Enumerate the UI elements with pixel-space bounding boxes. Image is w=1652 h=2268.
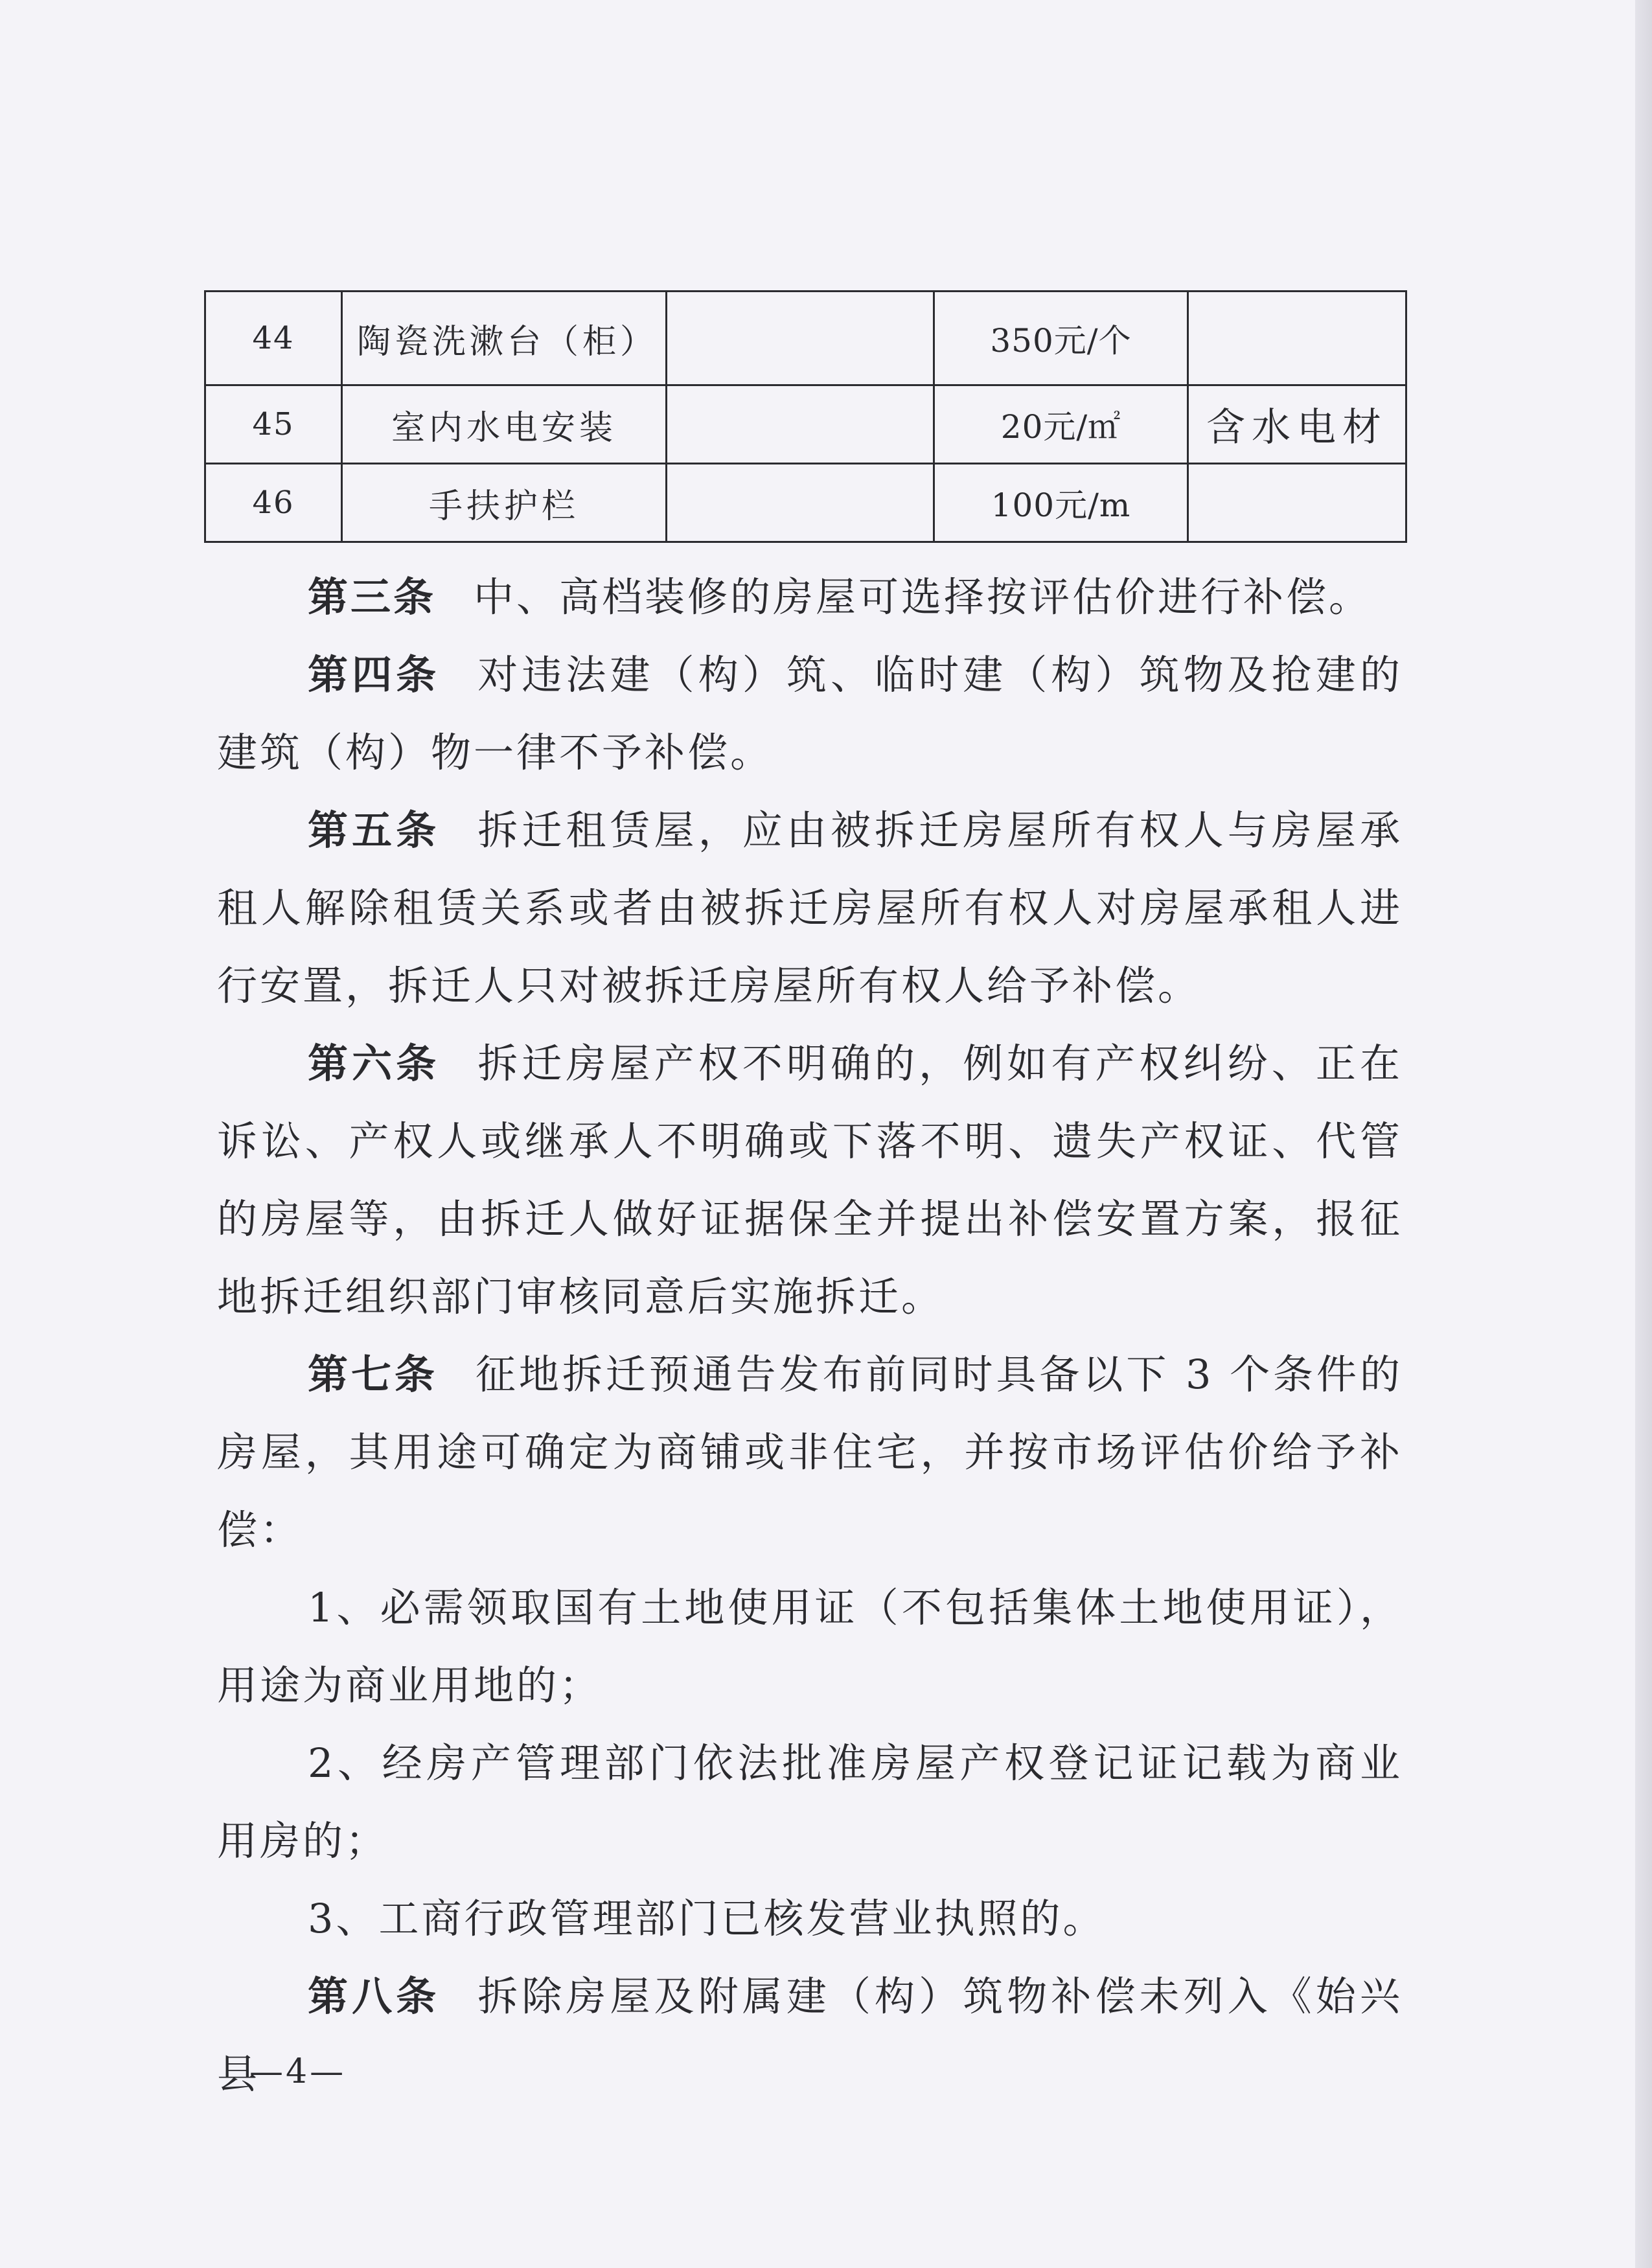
article-text: 拆迁房屋产权不明确的，例如有产权纠纷、正在诉讼、产权人或继承人不明确或下落不明、遗失产权证、代管的房屋等，由拆迁人做好证据保全并提出补偿安置方案，报征地拆迁组织部门审核同意后实施拆迁。: [217, 1040, 1403, 1320]
article-heading: 第四条: [308, 651, 441, 698]
article-text: 中、高档装修的房屋可选择按评估价进行补偿。: [474, 573, 1372, 621]
condition-1: 1、必需领取国有土地使用证（不包括集体土地使用证），用途为商业用地的；: [217, 1584, 1403, 1709]
unit-price: 100元/m: [934, 464, 1188, 542]
unit-price: 350元/个: [934, 292, 1188, 385]
article-heading: 第五条: [308, 807, 441, 854]
table-row: [205, 464, 1406, 542]
item-name: 手扶护栏: [342, 464, 667, 542]
blank-cell: [667, 385, 934, 464]
article-text: 征地拆迁预通告发布前同时具备以下 3 个条件的房屋，其用途可确定为商铺或非住宅，并按市场评估价给予补偿：: [217, 1351, 1403, 1553]
remark: 含水电材: [1188, 385, 1406, 464]
article-heading: 第三条: [308, 573, 437, 621]
compensation-table: [204, 290, 1407, 543]
unit-price: 20元/㎡: [934, 385, 1188, 464]
article-heading: 第八条: [308, 1973, 441, 2020]
article-heading: 第七条: [308, 1351, 438, 1398]
article-5: [217, 792, 1403, 1025]
article-text: 拆迁租赁屋，应由被拆迁房屋所有权人与房屋承租人解除租赁关系或者由被拆迁房屋所有权人对房屋承租人进行安置，拆迁人只对被拆迁房屋所有权人给予补偿。: [217, 807, 1403, 1009]
item-name: 室内水电安装: [342, 385, 667, 464]
article-3: [217, 558, 1403, 636]
row-number: 45: [205, 385, 342, 464]
blank-cell: [667, 292, 934, 385]
table-row: [205, 385, 1406, 464]
article-4: [217, 636, 1403, 792]
article-6: [217, 1025, 1403, 1336]
table-row: [205, 292, 1406, 385]
item-name: 陶瓷洗漱台（柜）: [342, 292, 667, 385]
article-7: [217, 1336, 1403, 1569]
document-body: [217, 558, 1403, 2113]
article-text: 对违法建（构）筑、临时建（构）筑物及抢建的建筑（构）物一律不予补偿。: [217, 651, 1403, 776]
row-number: 46: [205, 464, 342, 542]
blank-cell: [667, 464, 934, 542]
article-8: [217, 1958, 1403, 2113]
remark: [1188, 464, 1406, 542]
condition-2: 2、经房产管理部门依法批准房屋产权登记证记载为商业用房的；: [217, 1739, 1403, 1864]
remark: [1188, 292, 1406, 385]
page-edge: [1635, 0, 1652, 2268]
article-text: 拆除房屋及附属建（构）筑物补偿未列入《始兴县: [217, 1973, 1403, 2098]
condition-3: 3、工商行政管理部门已核发营业执照的。: [308, 1895, 1106, 1942]
page-number: —4—: [249, 2052, 347, 2091]
article-heading: 第六条: [308, 1040, 441, 1087]
row-number: 44: [205, 292, 342, 385]
